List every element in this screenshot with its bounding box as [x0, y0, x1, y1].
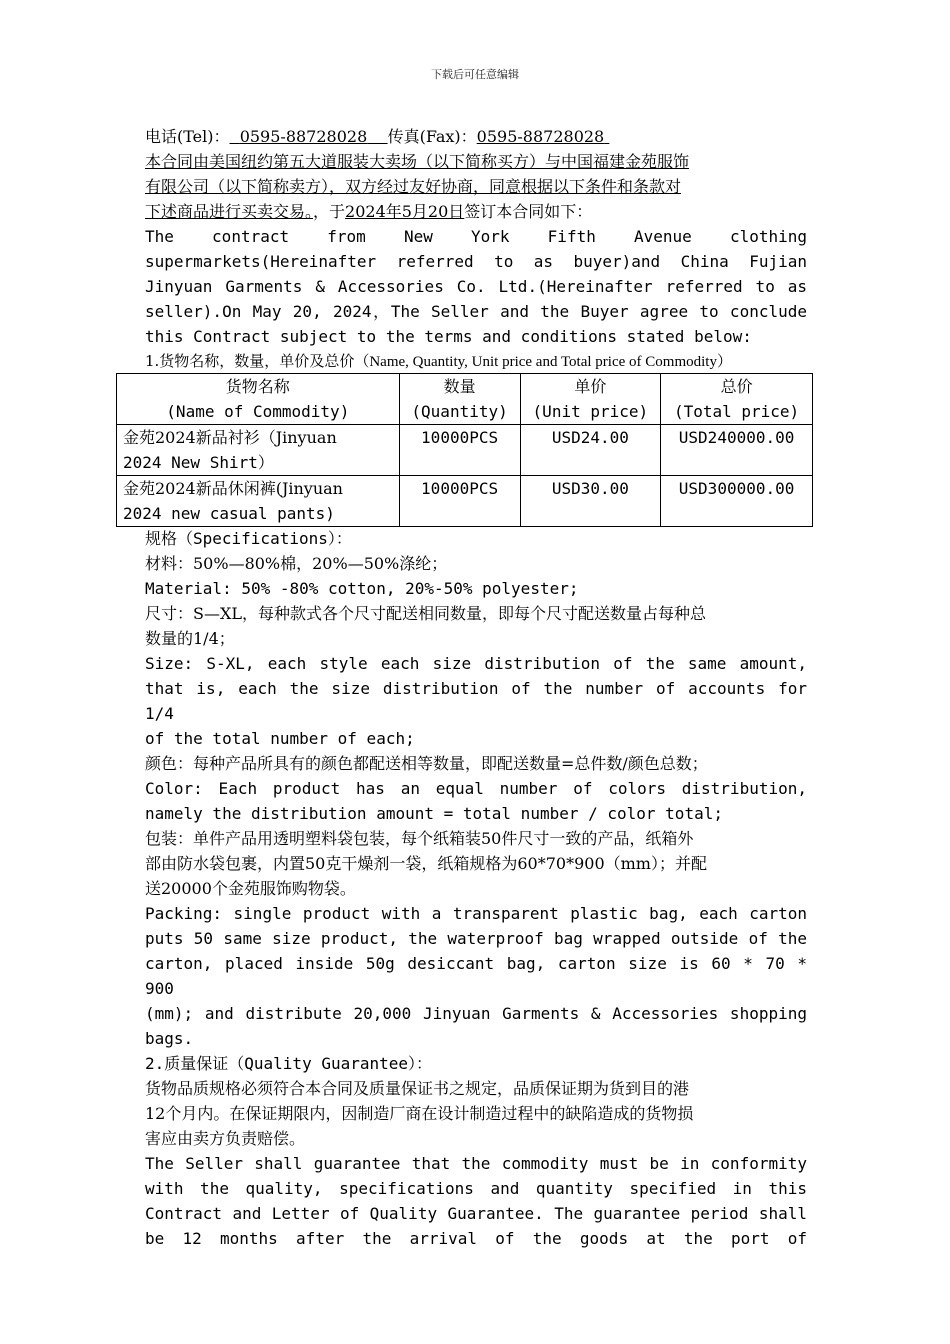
unit-price-cell: USD24.00: [520, 425, 661, 476]
section2-line: be 12 months after the arrival of the goods at the port of: [145, 1229, 807, 1248]
tel-label: 电话(Tel)：: [145, 127, 230, 146]
commodity-table: [116, 373, 813, 527]
spec-line: (mm); and distribute 20,000 Jinyuan Garments & Accessories shopping: [145, 1004, 807, 1023]
spec-line: Size: S-XL, each style each size distribution of the same amount,: [145, 654, 807, 673]
table-row: [117, 476, 813, 527]
contact-line: [145, 124, 807, 149]
spec-line: Packing: single product with a transparent plastic bag, each carton: [145, 904, 807, 923]
section2-line: with the quality, specifications and quantity specified in this: [145, 1179, 807, 1198]
section2-line: 害应由卖方负责赔偿。: [145, 1129, 306, 1148]
contract-date: 2024年5月20日: [345, 202, 465, 221]
tel-value: 0595-88728028: [239, 127, 368, 146]
spec-line: that is, each the size distribution of the number of accounts for 1/4: [145, 679, 807, 723]
header-note: 下载后可任意编辑: [431, 68, 519, 81]
spec-line: 数量的1/4；: [145, 629, 235, 648]
spec-line: 颜色：每种产品所具有的颜色都配送相等数量，即配送数量=总件数/颜色总数；: [145, 754, 708, 773]
section2-line: 12个月内。在保证期限内，因制造厂商在设计制造过程中的缺陷造成的货物损: [145, 1104, 694, 1123]
fax-value: 0595-88728028: [476, 127, 605, 146]
section2-title: 2.质量保证（Quality Guarantee）：: [145, 1054, 433, 1073]
table-row: [117, 425, 813, 476]
section2-line: Contract and Letter of Quality Guarantee. The guarantee period shall: [145, 1204, 807, 1223]
fax-label: 传真(Fax)：: [387, 127, 477, 146]
intro-en-line: Jinyuan Garments & Accessories Co. Ltd.(Hereinafter referred to as: [145, 277, 807, 296]
commodity-name-cell: 金苑2024新品衬衫（Jinyuan 2024 New Shirt）: [117, 425, 400, 476]
intro-cn-line: 本合同由美国纽约第五大道服装大卖场（以下简称买方）与中国福建金苑服饰: [145, 152, 690, 171]
spec-line: of the total number of each;: [145, 729, 415, 748]
spec-line: carton, placed inside 50g desiccant bag, carton size is 60 * 70 * 900: [145, 954, 807, 998]
quantity-cell: 10000PCS: [399, 425, 520, 476]
quantity-cell: 10000PCS: [399, 476, 520, 527]
unit-price-cell: USD30.00: [520, 476, 661, 527]
table-header-cell: 单价 (Unit price): [520, 374, 661, 425]
intro-en-line: this Contract subject to the terms and conditions stated below:: [145, 327, 752, 346]
contract-body-bottom: [145, 526, 807, 1251]
intro-en-line: supermarkets(Hereinafter referred to as buyer)and China Fujian: [145, 252, 807, 271]
spec-line: Material: 50% -80% cotton, 20%-50% polyester;: [145, 579, 579, 598]
intro-cn-text: 下述商品进行买卖交易。: [145, 202, 314, 221]
intro-en-line: seller).On May 20, 2024，The Seller and the Buyer agree to conclude: [145, 302, 807, 321]
intro-cn-line: [145, 199, 807, 224]
total-price-cell: USD240000.00: [661, 425, 813, 476]
section2-line: 货物品质规格必须符合本合同及质量保证书之规定，品质保证期为货到目的港: [145, 1079, 690, 1098]
spec-line: Color: Each product has an equal number of colors distribution,: [145, 779, 807, 798]
commodity-name-cell: 金苑2024新品休闲裤(Jinyuan 2024 new casual pants): [117, 476, 400, 527]
spec-line: puts 50 same size product, the waterproof bag wrapped outside of the: [145, 929, 807, 948]
intro-cn-text: ，于: [313, 202, 346, 221]
intro-cn-text: 签订本合同如下：: [464, 202, 593, 221]
specs-title: 规格（Specifications）：: [145, 529, 352, 548]
spec-line: namely the distribution amount = total number / color total;: [145, 804, 723, 823]
table-header-cell: 数量 (Quantity): [399, 374, 520, 425]
spec-line: bags.: [145, 1029, 194, 1048]
section1-title-cn: 1.货物名称，数量，单价及总价（: [145, 352, 370, 370]
intro-en-line: The contract from New York Fifth Avenue clothing: [145, 227, 807, 246]
spec-line: 材料：50%—80%棉，20%—50%涤纶；: [145, 554, 448, 573]
spec-line: 包装：单件产品用透明塑料袋包装，每个纸箱装50件尺寸一致的产品，纸箱外: [145, 829, 694, 848]
section1-title-en: Name, Quantity, Unit price and Total price of Commodity）: [369, 354, 732, 370]
spec-line: 送20000个金苑服饰购物袋。: [145, 879, 356, 898]
contract-body-top: [145, 124, 807, 375]
table-header-cell: 货物名称 (Name of Commodity): [117, 374, 400, 425]
spec-line: 部由防水袋包裹，内置50克干燥剂一袋，纸箱规格为60*70*900（mm）；并配: [145, 854, 707, 873]
section2-line: The Seller shall guarantee that the commodity must be in conformity: [145, 1154, 807, 1173]
spec-line: 尺寸：S—XL，每种款式各个尺寸配送相同数量，即每个尺寸配送数量占每种总: [145, 604, 706, 623]
table-header-cell: 总价 (Total price): [661, 374, 813, 425]
section1-title: [145, 349, 807, 375]
intro-cn-line: 有限公司（以下简称卖方），双方经过友好协商，同意根据以下条件和条款对: [145, 177, 682, 196]
table-header-row: [117, 374, 813, 425]
total-price-cell: USD300000.00: [661, 476, 813, 527]
